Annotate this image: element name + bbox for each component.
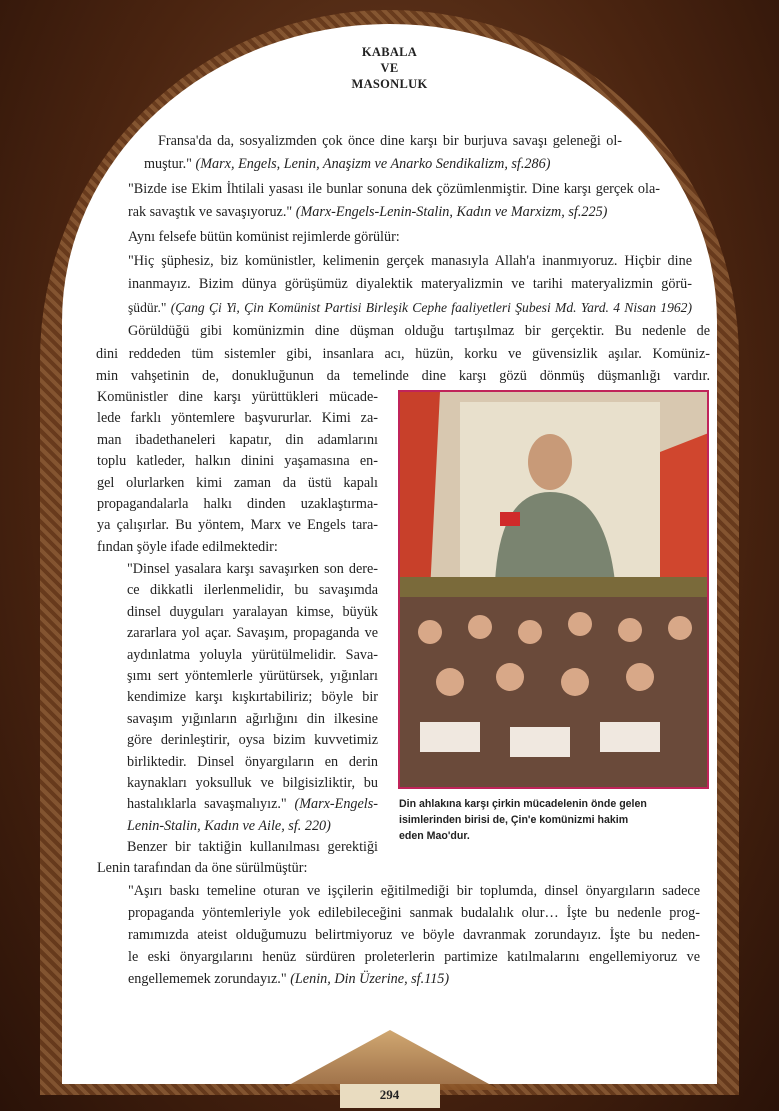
- quote-2: [128, 178, 660, 224]
- text: şüdür.": [128, 300, 167, 315]
- text-line: propagandalarla halkı dinden uzaklaştırma-: [97, 496, 378, 513]
- text-line: kendimize karşı kışkırtabiliriz; böyle bir: [127, 689, 378, 706]
- text: engellememek zorundayız.": [128, 971, 287, 987]
- citation: (Marx, Engels, Lenin, Anaşizm ve Anarko Sendikalizm, sf.286): [191, 156, 551, 172]
- text-line: [128, 968, 700, 990]
- citation: (Çang Çi Yi, Çin Komünist Partisi Birleşik Cephe faaliyetleri Şubesi Md. Yard. 4 Nisan 1962): [166, 300, 692, 315]
- text-line: lede farklı yöntemlere başvururlar. Kimi za-: [97, 410, 378, 427]
- text-line: Fransa'da da, sosyalizmden çok önce dine karşı bir burjuva savaşı geleneği ol-: [158, 133, 622, 149]
- text-line: birliktedir. Dinsel önyargıların en derin: [127, 753, 378, 770]
- quote-3: [128, 250, 692, 319]
- text-line: ya çalışırlar. Bu yöntem, Marx ve Engels tara-: [97, 517, 378, 534]
- citation: (Marx-Engels-Lenin-Stalin, Kadın ve Marxizm, sf.225): [292, 204, 608, 220]
- text-line: [144, 153, 622, 176]
- text-line: Görüldüğü gibi komünizmin dine düşman olduğu tartışılmaz bir gerçektir. Bu nedenle de: [128, 323, 710, 339]
- caption-line: isimlerinden birisi de, Çin'e komünizmi hakim: [399, 814, 629, 826]
- text-line: ce dikkatli ilerlenmelidir, bu savaşımda: [127, 582, 378, 599]
- text-line: "Dinsel yasalara karşı savaşırken son dere-: [127, 561, 378, 577]
- text-line: kaynakları yoksulluk ve bilgisizliktir, bu: [127, 775, 378, 792]
- text-line: man ibadethaneleri kapatır, din adamlarını: [97, 431, 378, 448]
- page-number: 294: [379, 1087, 400, 1102]
- paragraph-1: [144, 130, 622, 176]
- text-line: ramımızda ateist olduğumuzu belirtmiyoruz ve böyle davranmak zorundayız. İşte bu neden-: [128, 927, 700, 943]
- text-line: gel olurlarken kimi zaman da üstü kapalı: [97, 474, 378, 491]
- header-line: MASONLUK: [351, 77, 428, 91]
- text-line: şımı sert yöntemlerle yürütürsek, yığınları: [127, 668, 378, 685]
- paragraph-4: [97, 387, 378, 558]
- text-line: toplu katleder, halkın dinini yaşamasına en-: [97, 453, 378, 470]
- text-line: inanmayız. Bizim dünya görüşümüz diyalektik materyalizmin ve tarihi materyalizmin görü-: [128, 276, 692, 292]
- paragraph-5: [97, 837, 378, 880]
- text: rak savaştık ve savaşıyoruz.": [128, 204, 293, 220]
- text-line: "Aşırı baskı temeline oturan ve işçilerin eğitilmediği bir toplumda, dinsel önyargıların sadece: [128, 883, 700, 899]
- paragraph-3: [96, 320, 710, 388]
- citation: (Lenin, Din Üzerine, sf.115): [286, 971, 450, 987]
- text-line: "Bizde ise Ekim İhtilali yasası ile bunlar sonuna dek çözümlenmiştir. Dine karşı gerçek ola-: [128, 181, 660, 197]
- text-line: le eski önyargılarını henüz sürdüren proleterlerin partimize katılmalarını engellemiyoruz ve: [128, 949, 700, 965]
- header-line: KABALA: [361, 45, 418, 59]
- text-line: [128, 296, 692, 319]
- text-line: aydınlatma yoluyla yürütülmelidir. Sava-: [127, 646, 378, 663]
- text-line: Aynı felsefe bütün komünist rejimlerde görülür:: [128, 229, 400, 245]
- mao-photo: [398, 390, 709, 789]
- photo-illustration: [400, 392, 709, 789]
- text-line: zararlara yol açar. Savaşım, propaganda ve: [127, 625, 378, 642]
- quote-5: [128, 880, 700, 990]
- text-line: min vahşetinin de, donukluğunun da temelinde dine karşı gözü dönmüş düşmanlığı vardır.: [96, 368, 710, 384]
- text-line: [128, 201, 660, 224]
- photo-caption: [399, 796, 699, 844]
- text-line: Lenin tarafından da öne sürülmüştür:: [97, 860, 308, 877]
- text-line: savaşım yığınların ağırlığını din ilkesine: [127, 710, 378, 727]
- text-line: fından şöyle ifade edilmektedir:: [97, 538, 278, 555]
- paragraph-2: [128, 226, 400, 249]
- text-line: dinsel duyguları yaralayan kimse, büyük: [127, 603, 378, 620]
- text-line: Komünistler dine karşı yürüttükleri mücade-: [97, 389, 378, 405]
- running-header: [0, 44, 779, 92]
- caption-line: Din ahlakına karşı çirkin mücadelenin önde gelen: [399, 798, 647, 810]
- header-line: VE: [380, 61, 399, 75]
- citation: (Marx-Engels-: [294, 796, 378, 813]
- text: hastalıklarla savaşmalıyız.": [127, 796, 295, 813]
- quote-4: [127, 559, 378, 837]
- text-line: "Hiç şüphesiz, biz komünistler, kelimenin gerçek manasıyla Allah'a inanmıyoruz. Hiçbir dine: [128, 253, 692, 269]
- citation: Lenin-Stalin, Kadın ve Aile, sf. 220): [127, 817, 331, 834]
- text-line: propaganda yöntemleriyle yok edilebileceğini sanmak budalalık olur… İşte bu nedenle prog-: [128, 905, 700, 921]
- text-line: dini reddeden tüm sistemler gibi, insanlara acı, hüzün, korku ve güvensizlik aşılar. Komüniz-: [96, 345, 710, 362]
- caption-line: eden Mao'dur.: [399, 830, 470, 842]
- text: muştur.": [144, 156, 192, 172]
- text-line: göre derinleştirir, oysa bizim kuvvetimiz: [127, 732, 378, 749]
- text-line: [127, 794, 378, 815]
- text-line: Benzer bir taktiğin kullanılması gerektiği: [127, 839, 378, 855]
